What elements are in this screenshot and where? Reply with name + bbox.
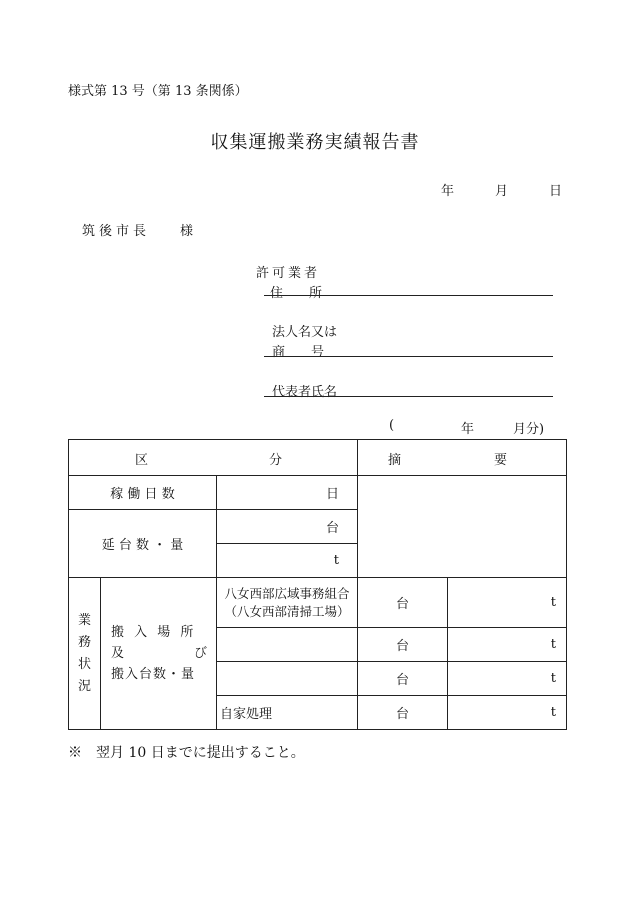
destination-count-input[interactable] (358, 662, 448, 696)
remarks-cell[interactable] (358, 476, 567, 578)
period-open: ( (389, 418, 395, 433)
destination-weight-unit: t (550, 671, 557, 686)
self-processing-weight-input[interactable] (448, 696, 567, 730)
address-label: 住 所 (270, 286, 323, 301)
header-kubun-1: 区 (135, 453, 149, 468)
addressee-suffix: 様 (180, 224, 198, 239)
destination-name-input[interactable] (217, 628, 358, 662)
address-line[interactable] (264, 295, 553, 296)
representative-label: 代表者氏名 (272, 385, 338, 400)
working-days-label: 稼 働 日 数 (69, 476, 217, 510)
destination-label-bi: び (193, 646, 207, 661)
corp-name-line[interactable] (264, 356, 553, 357)
date-year-label: 年 (441, 184, 455, 199)
form-number: 様式第 13 号（第 13 条関係） (68, 84, 248, 99)
self-processing-weight-unit: t (550, 705, 557, 720)
total-weight-unit: t (333, 553, 340, 568)
representative-line[interactable] (264, 396, 553, 397)
corp-name-label: 法人名又は (272, 325, 338, 340)
period-year: 年 (461, 422, 475, 437)
destination-name-input[interactable] (217, 662, 358, 696)
destination-label (101, 578, 217, 730)
business-status-label (69, 578, 101, 730)
self-processing-count-unit: 台 (396, 707, 410, 722)
destination-count-unit: 台 (396, 639, 410, 654)
report-table (68, 439, 567, 730)
business-status-char: 状 (77, 656, 91, 672)
table-row (69, 476, 567, 510)
facility-count-input[interactable] (358, 578, 448, 628)
table-header-row (69, 440, 567, 476)
destination-count-unit: 台 (396, 673, 410, 688)
destination-weight-input[interactable] (448, 628, 567, 662)
destination-label-line-3: 搬入台数・量 (111, 667, 196, 682)
facility-name (217, 578, 358, 628)
total-count-label: 延 台 数 ・ 量 (69, 510, 217, 578)
facility-count-unit: 台 (396, 597, 410, 612)
business-status-char: 況 (77, 678, 91, 694)
self-processing-label: 自家処理 (217, 696, 358, 730)
total-count-unit: 台 (326, 521, 340, 536)
facility-name-line-1: 八女西部広域事務組合 (224, 585, 350, 601)
facility-weight-input[interactable] (448, 578, 567, 628)
header-tekiyo-2: 要 (494, 453, 508, 468)
header-kubun-2: 分 (269, 453, 283, 468)
working-days-input[interactable] (217, 476, 358, 510)
document-title: 収集運搬業務実績報告書 (210, 132, 420, 153)
destination-weight-unit: t (550, 637, 557, 652)
licensee-label: 許可業者 (256, 266, 321, 281)
facility-weight-unit: t (550, 595, 557, 610)
business-status-char: 務 (77, 634, 91, 650)
total-count-input[interactable] (217, 510, 358, 544)
destination-weight-input[interactable] (448, 662, 567, 696)
working-days-unit: 日 (326, 487, 340, 502)
date-day-label: 日 (549, 184, 563, 199)
table-row (69, 578, 567, 628)
submission-note: ※ 翌月 10 日までに提出すること。 (68, 745, 305, 761)
date-month-label: 月 (495, 184, 509, 199)
addressee: 筑後市長 (82, 224, 151, 239)
total-weight-input[interactable] (217, 544, 358, 578)
destination-label-line-1: 搬 入 場 所 (111, 625, 197, 640)
business-status-char: 業 (77, 612, 91, 628)
header-tekiyo-1: 摘 (388, 453, 402, 468)
self-processing-count-input[interactable] (358, 696, 448, 730)
destination-label-and: 及 (111, 646, 125, 661)
destination-count-input[interactable] (358, 628, 448, 662)
trade-name-label: 商 号 (272, 345, 325, 360)
period-month: 月分) (513, 422, 545, 437)
facility-name-line-2: （八女西部清掃工場） (224, 603, 350, 619)
